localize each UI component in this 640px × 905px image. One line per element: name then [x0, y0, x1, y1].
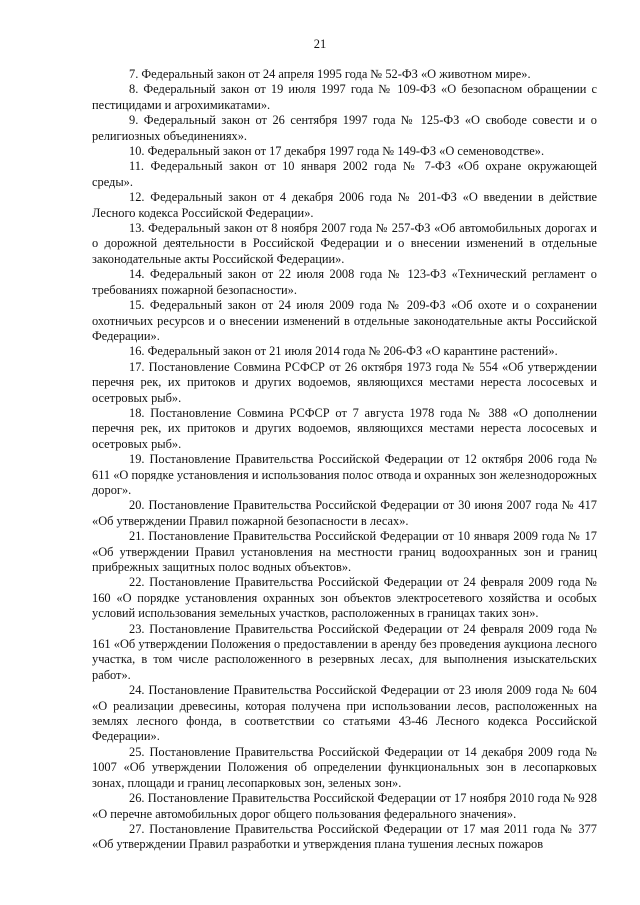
list-item: 26. Постановление Правительства Российской Федерации от 17 ноября 2010 года № 928 «О перечне автомобильных дорог общего пользования федерального значения». — [92, 791, 597, 821]
page-number: 21 — [313, 37, 327, 51]
list-item: 24. Постановление Правительства Российской Федерации от 23 июля 2009 года № 604 «О реализации древесины, которая получена при использовании лесов, расположенных на землях лесного фонда, в соответствии со статьями 43-46 Лесного кодекса Российской Федерации». — [92, 683, 597, 744]
list-item: 18. Постановление Совмина РСФСР от 7 августа 1978 года № 388 «О дополнении перечня рек, их притоков и других водоемов, являющихся местами нереста лососевых и осетровых рыб». — [92, 405, 597, 451]
list-item: 17. Постановление Совмина РСФСР от 26 октября 1973 года № 554 «Об утверждении перечня рек, их притоков и других водоемов, являющихся местами нереста лососевых и осетровых рыб». — [92, 359, 597, 405]
list-item: 22. Постановление Правительства Российской Федерации от 24 февраля 2009 года № 160 «О порядке установления охранных зон объектов электросетевого хозяйства и особых условий использования земельных участков, расположенных в границах таких зон». — [92, 575, 597, 621]
list-item: 20. Постановление Правительства Российской Федерации от 30 июня 2007 года № 417 «Об утверждении Правил пожарной безопасности в лесах». — [92, 498, 597, 528]
list-item: 12. Федеральный закон от 4 декабря 2006 года № 201-ФЗ «О введении в действие Лесного кодекса Российской Федерации». — [92, 190, 597, 220]
list-item: 21. Постановление Правительства Российской Федерации от 10 января 2009 года № 17 «Об утверждении Правил установления на местности границ водоохранных зон и границ прибрежных защитных полос водных объектов». — [92, 529, 597, 574]
list-item: 7. Федеральный закон от 24 апреля 1995 года № 52-ФЗ «О животном мире». — [129, 67, 531, 81]
list-item: 11. Федеральный закон от 10 января 2002 года № 7-ФЗ «Об охране окружающей среды». — [92, 159, 597, 189]
list-item: 8. Федеральный закон от 19 июля 1997 года № 109-ФЗ «О безопасном обращении с пестицидами и агрохимикатами». — [92, 82, 597, 112]
list-item: 10. Федеральный закон от 17 декабря 1997 года № 149-ФЗ «О семеноводстве». — [129, 144, 545, 159]
document-body — [92, 67, 597, 853]
list-item: 16. Федеральный закон от 21 июля 2014 года № 206-ФЗ «О карантине растений». — [129, 344, 558, 359]
list-item: 23. Постановление Правительства Российской Федерации от 24 февраля 2009 года № 161 «Об утверждении Положения о предоставлении в аренду без проведения аукциона лесного участка, в том числе расположенного в резервных лесах, для выполнения изыскательских работ». — [92, 621, 597, 682]
list-item: 19. Постановление Правительства Российской Федерации от 12 октября 2006 года № 611 «О порядке установления и использования полос отвода и охранных зон железнодорожных дорог». — [92, 452, 597, 497]
list-item: 9. Федеральный закон от 26 сентября 1997 года № 125-ФЗ «О свободе совести и о религиозных объединениях». — [92, 113, 597, 143]
list-item: 27. Постановление Правительства Российской Федерации от 17 мая 2011 года № 377 «Об утверждении Правил разработки и утверждения плана тушения лесных пожаров — [92, 821, 597, 852]
list-item: 14. Федеральный закон от 22 июля 2008 года № 123-ФЗ «Технический регламент о требованиях пожарной безопасности». — [92, 267, 597, 297]
list-item: 25. Постановление Правительства Российской Федерации от 14 декабря 2009 года № 1007 «Об утверждении Положения об определении функциональных зон в лесопарковых зонах, площади и границ лесопарковых зон, зеленых зон». — [92, 744, 597, 790]
list-item: 13. Федеральный закон от 8 ноября 2007 года № 257-ФЗ «Об автомобильных дорогах и о дорожной деятельности в Российской Федерации и о внесении изменений в отдельные законодательные акты Российской Федерации». — [92, 221, 597, 266]
list-item: 15. Федеральный закон от 24 июля 2009 года № 209-ФЗ «Об охоте и о сохранении охотничьих ресурсов и о внесении изменений в отдельные законодательные акты Российской Федерации». — [92, 298, 597, 343]
